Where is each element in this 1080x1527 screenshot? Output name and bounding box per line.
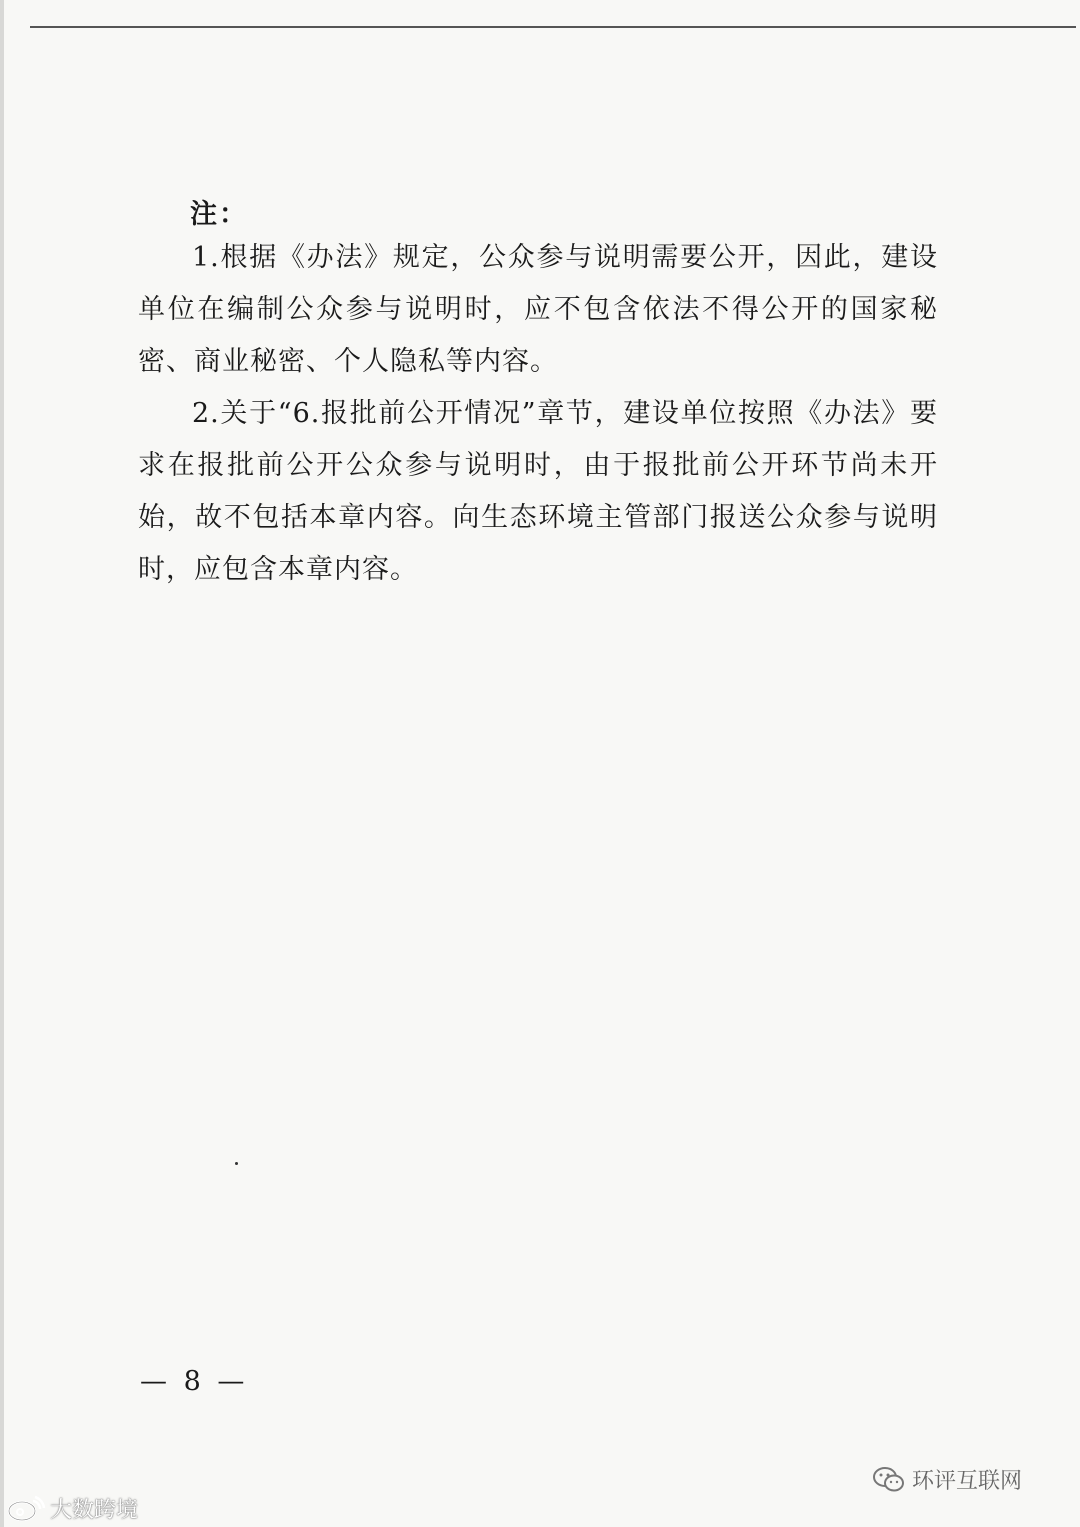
weibo-watermark (6, 1493, 138, 1524)
top-rule-line (30, 26, 1076, 28)
note-paragraph-1: 1.根据《办法》规定，公众参与说明需要公开，因此，建设单位在编制公众参与说明时，应不包含依法不得公开的国家秘密、商业秘密、个人隐私等内容。 (138, 242, 938, 377)
page-number: — 8 — (140, 1366, 249, 1397)
wechat-watermark (872, 1464, 1022, 1495)
note-paragraph-2: 2.关于“6.报批前公开情况”章节，建设单位按照《办法》要求在报批前公开公众参与说明时，由于报批前公开环节尚未开始，故不包括本章内容。向生态环境主管部门报送公众参与说明时，应包含本章内容。 (138, 398, 938, 585)
weibo-icon (6, 1495, 46, 1523)
weibo-watermark-text: 大数跨境 (50, 1498, 139, 1523)
scan-edge (0, 0, 4, 1527)
note-heading: 注： (190, 199, 248, 230)
wechat-watermark-text: 环评互联网 (912, 1469, 1023, 1494)
wechat-icon (872, 1466, 906, 1494)
scan-speck (235, 1162, 238, 1165)
